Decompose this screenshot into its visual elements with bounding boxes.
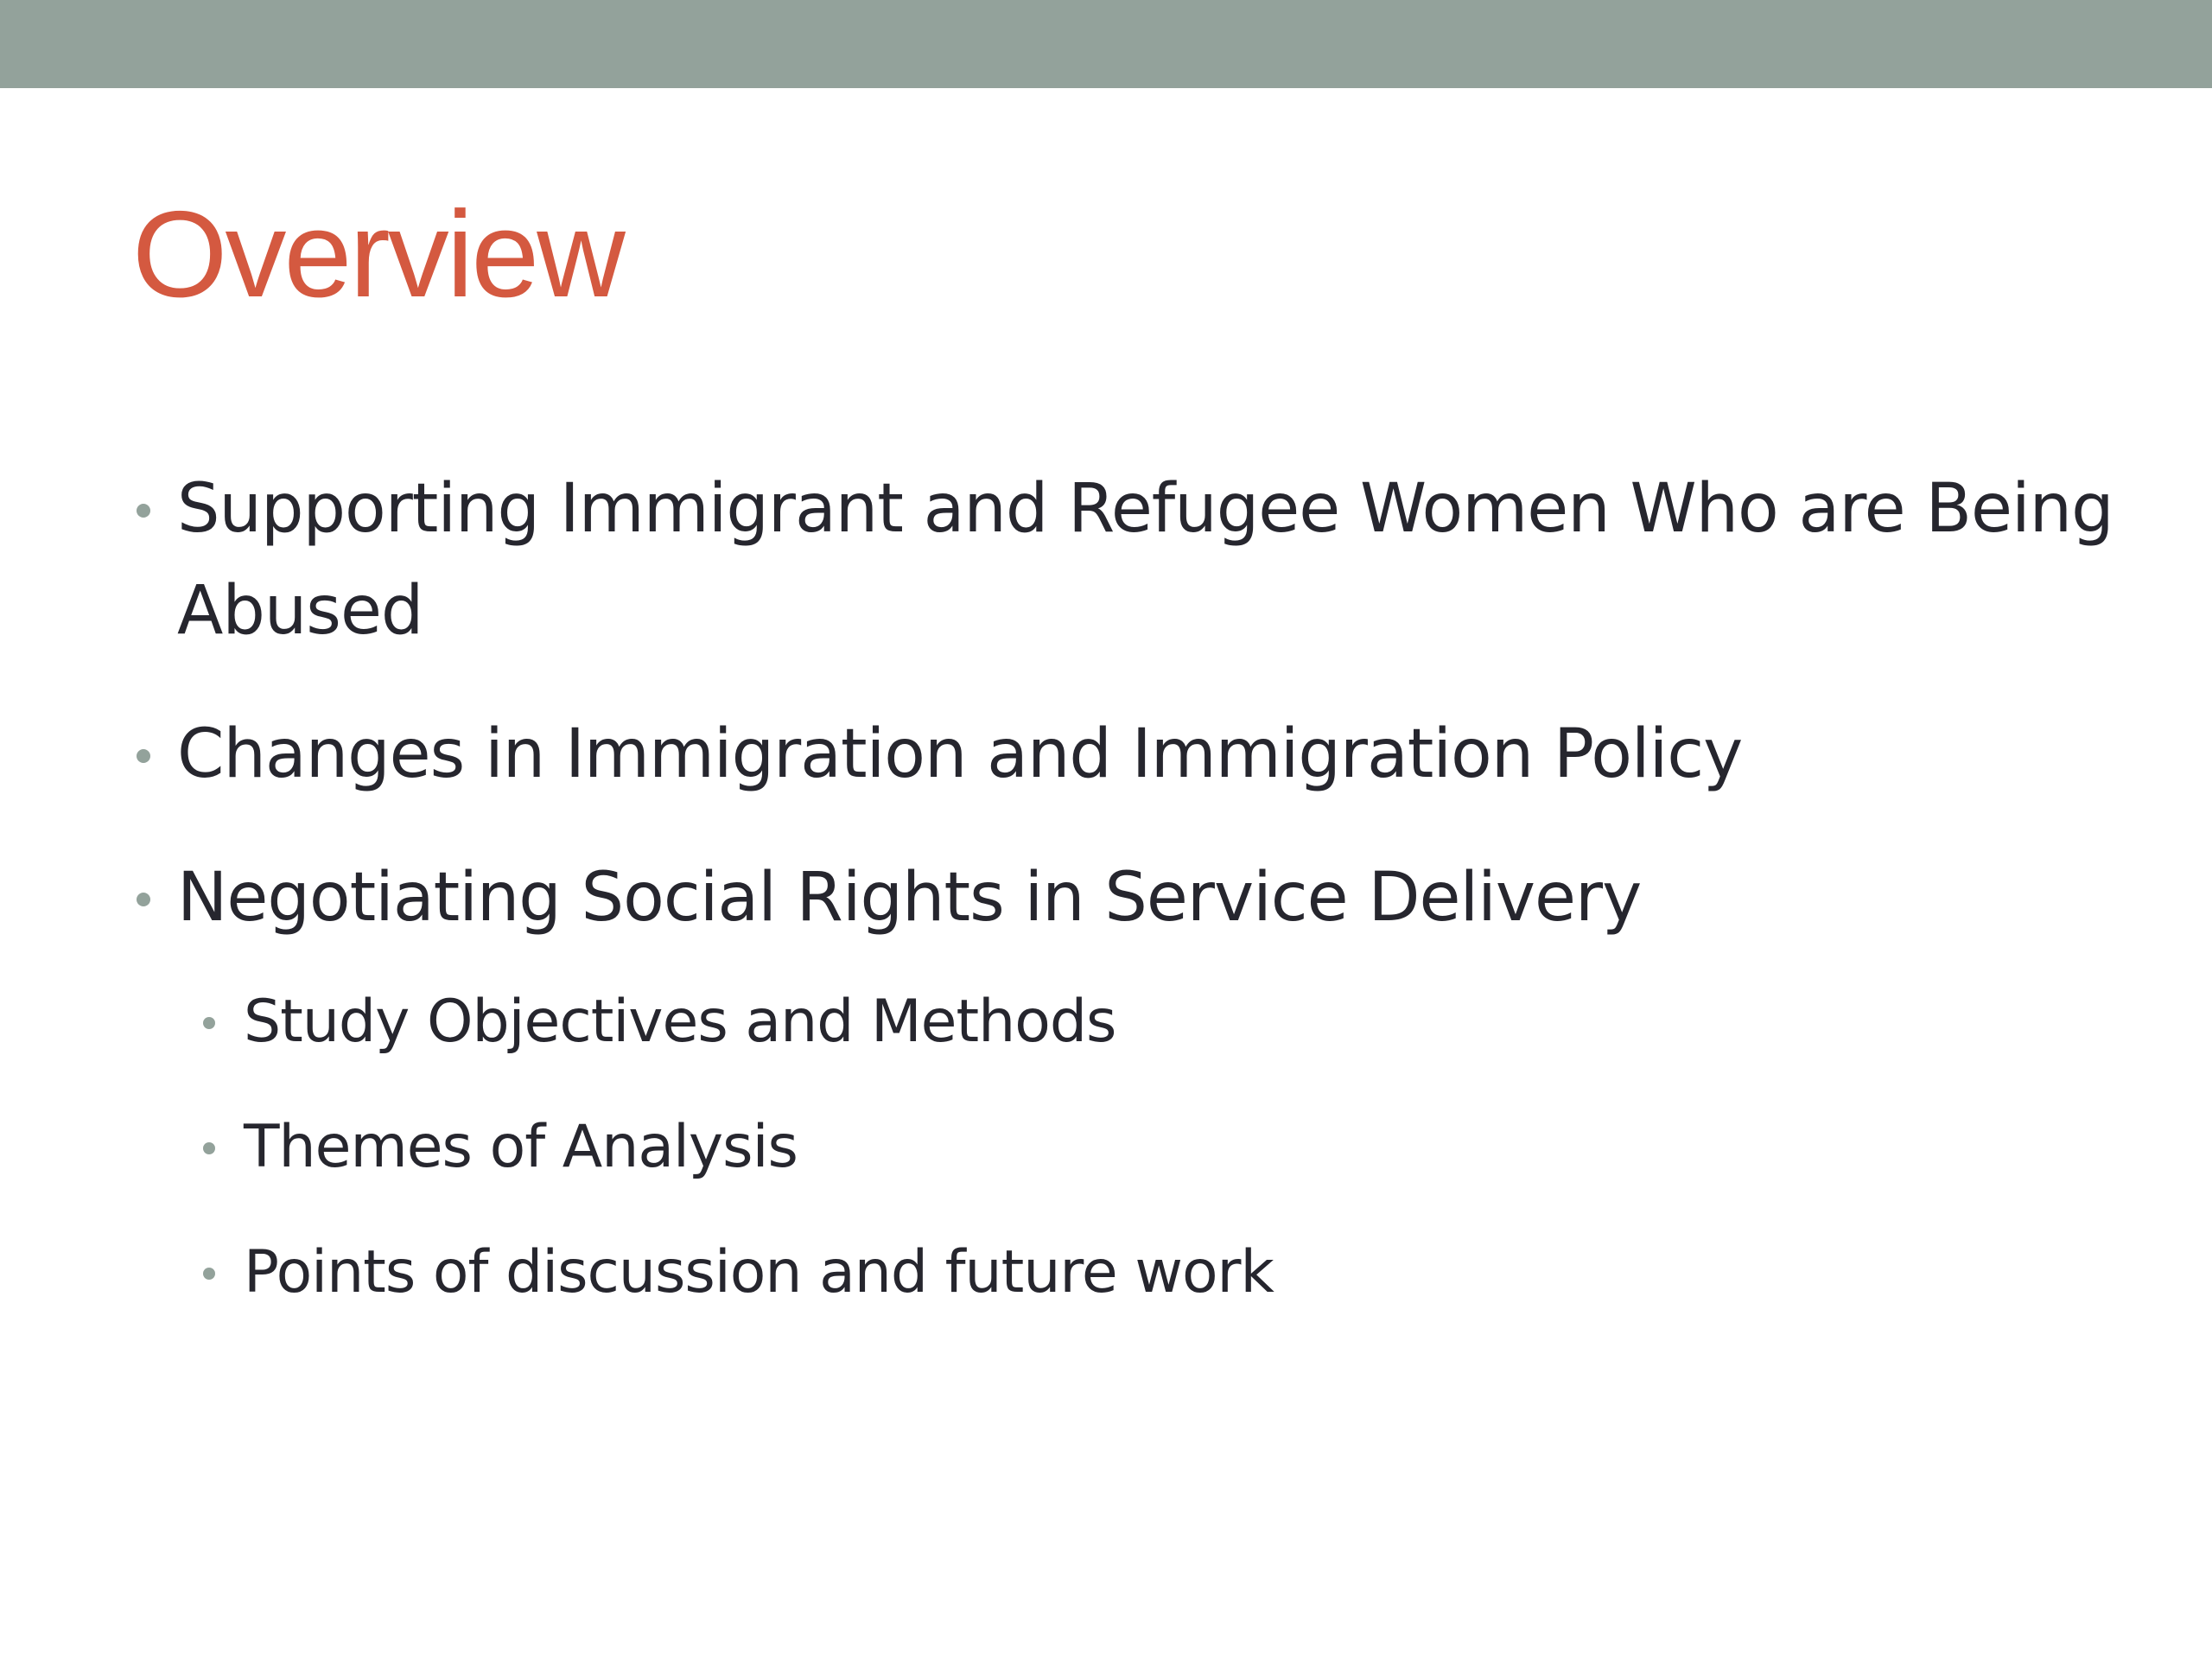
bullet-dot-icon: [203, 1268, 215, 1280]
sub-list-item-text: Points of discussion and future work: [244, 1238, 1274, 1306]
list-item: [130, 847, 2117, 949]
list-item-text: Supporting Immigrant and Refugee Women Who are Being Abused: [177, 470, 2113, 650]
bullet-dot-icon: [137, 893, 150, 906]
list-item-text: Changes in Immigration and Immigration Policy: [177, 715, 1743, 793]
list-item: [130, 458, 2117, 662]
list-item-text: Negotiating Social Rights in Service Delivery: [177, 859, 1642, 937]
sub-list-item: [130, 1100, 2117, 1195]
sub-list-item-text: Themes of Analysis: [244, 1113, 798, 1181]
slide-title: Overview: [132, 186, 623, 323]
header-bar: [0, 0, 2212, 88]
bullet-list: [130, 458, 2117, 1351]
bullet-dot-icon: [137, 504, 150, 518]
bullet-dot-icon: [137, 749, 150, 763]
sub-list-item-text: Study Objectives and Methods: [244, 988, 1116, 1056]
sub-list-item: [130, 975, 2117, 1070]
sub-list-item: [130, 1225, 2117, 1320]
bullet-dot-icon: [203, 1142, 215, 1154]
bullet-dot-icon: [203, 1017, 215, 1029]
list-item: [130, 703, 2117, 805]
